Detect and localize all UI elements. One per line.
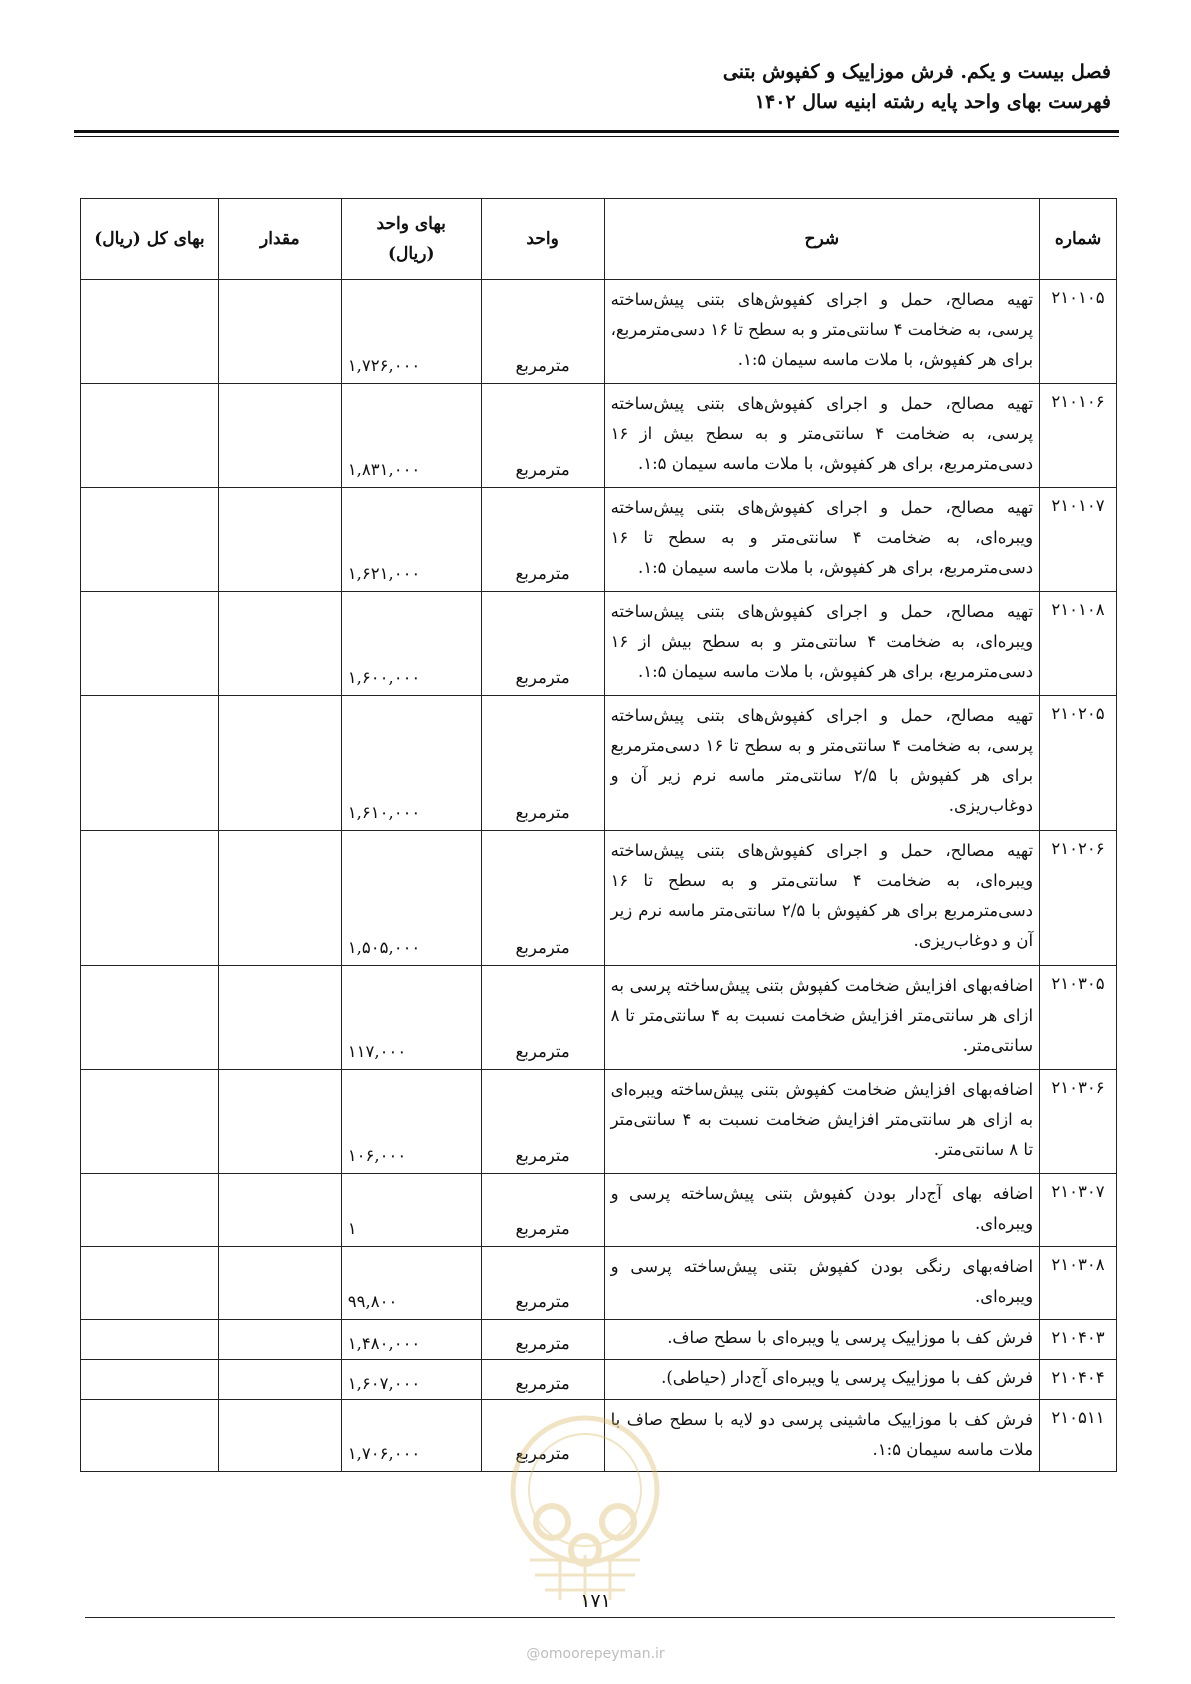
item-total-price — [81, 966, 219, 1070]
unit-price-header-line2: (ریال) — [387, 244, 435, 264]
item-total-price — [81, 1400, 219, 1472]
item-quantity — [218, 1070, 341, 1174]
table-row — [81, 1174, 1117, 1247]
table-row — [81, 488, 1117, 592]
column-header-unit: واحد — [481, 199, 604, 280]
item-unit-price: ۱۱۷,۰۰۰ — [341, 966, 481, 1070]
item-quantity — [218, 488, 341, 592]
item-total-price — [81, 488, 219, 592]
item-description: اضافه بهای آج‌دار بودن کفپوش بتنی پیش‌ساخته پرسی و ویبره‌ای. — [604, 1174, 1039, 1247]
table-row — [81, 966, 1117, 1070]
unit-price-header-line1: بهای واحد — [376, 214, 446, 234]
item-unit-price: ۱۰۶,۰۰۰ — [341, 1070, 481, 1174]
item-description: فرش کف با موزاییک پرسی یا ویبره‌ای با سطح صاف. — [604, 1320, 1039, 1360]
item-total-price — [81, 1360, 219, 1400]
item-number: ۲۱۰۴۰۳ — [1040, 1320, 1117, 1360]
table-row — [81, 1400, 1117, 1472]
table-row — [81, 1070, 1117, 1174]
price-list-title: فهرست بهای واحد پایه رشته ابنیه سال ۱۴۰۲ — [754, 91, 1111, 113]
item-unit: مترمربع — [481, 280, 604, 384]
item-description: اضافه‌بهای افزایش ضخامت کفپوش بتنی پیش‌ساخته ویبره‌ای به ازای هر سانتی‌متر افزایش ضخامت نسبت به ۴ سانتی‌متر تا ۸ سانتی‌متر. — [604, 1070, 1039, 1174]
item-unit-price: ۱,۷۰۶,۰۰۰ — [341, 1400, 481, 1472]
footer-rule — [85, 1617, 1115, 1618]
item-description: فرش کف با موزاییک پرسی یا ویبره‌ای آج‌دار (حیاطی). — [604, 1360, 1039, 1400]
item-unit: مترمربع — [481, 1070, 604, 1174]
table-row — [81, 1320, 1117, 1360]
item-quantity — [218, 1247, 341, 1320]
item-number: ۲۱۰۱۰۸ — [1040, 592, 1117, 696]
item-number: ۲۱۰۲۰۶ — [1040, 831, 1117, 966]
column-header-total-price: بهای کل (ریال) — [81, 199, 219, 280]
item-total-price — [81, 831, 219, 966]
item-total-price — [81, 696, 219, 831]
item-total-price — [81, 592, 219, 696]
item-number: ۲۱۰۱۰۷ — [1040, 488, 1117, 592]
item-quantity — [218, 1320, 341, 1360]
item-quantity — [218, 384, 341, 488]
item-unit: مترمربع — [481, 1247, 604, 1320]
item-unit-price: ۱,۶۲۱,۰۰۰ — [341, 488, 481, 592]
item-quantity — [218, 696, 341, 831]
item-description: تهیه مصالح، حمل و اجرای کفپوش‌های بتنی پیش‌ساخته پرسی، به ضخامت ۴ سانتی‌متر و به سطح بیش از ۱۶ دسی‌مترمربع، برای هر کفپوش، با ملات ماسه سیمان ۱:۵. — [604, 384, 1039, 488]
column-header-quantity: مقدار — [218, 199, 341, 280]
item-quantity — [218, 1400, 341, 1472]
item-description: اضافه‌بهای افزایش ضخامت کفپوش بتنی پیش‌ساخته پرسی به ازای هر سانتی‌متر افزایش ضخامت نسبت به ۴ سانتی‌متر تا ۸ سانتی‌متر. — [604, 966, 1039, 1070]
item-number: ۲۱۰۲۰۵ — [1040, 696, 1117, 831]
item-total-price — [81, 1174, 219, 1247]
table-row — [81, 1360, 1117, 1400]
item-description: فرش کف با موزاییک ماشینی پرسی دو لایه با سطح صاف با ملات ماسه سیمان ۱:۵. — [604, 1400, 1039, 1472]
item-description: اضافه‌بهای رنگی بودن کفپوش بتنی پیش‌ساخته پرسی و ویبره‌ای. — [604, 1247, 1039, 1320]
table-row — [81, 280, 1117, 384]
item-total-price — [81, 384, 219, 488]
item-quantity — [218, 1360, 341, 1400]
column-header-description: شرح — [604, 199, 1039, 280]
item-number: ۲۱۰۳۰۸ — [1040, 1247, 1117, 1320]
item-number: ۲۱۰۱۰۵ — [1040, 280, 1117, 384]
item-description: تهیه مصالح، حمل و اجرای کفپوش‌های بتنی پیش‌ساخته پرسی، به ضخامت ۴ سانتی‌متر و به سطح تا ۱۶ دسی‌مترمربع، برای هر کفپوش، با ملات ماسه سیمان ۱:۵. — [604, 280, 1039, 384]
item-quantity — [218, 592, 341, 696]
table-row — [81, 384, 1117, 488]
item-total-price — [81, 280, 219, 384]
item-unit: مترمربع — [481, 831, 604, 966]
item-unit: مترمربع — [481, 1320, 604, 1360]
item-unit-price: ۱ — [341, 1174, 481, 1247]
item-quantity — [218, 966, 341, 1070]
page-number: ۱۷۱ — [580, 1590, 611, 1612]
table-row — [81, 831, 1117, 966]
item-unit: مترمربع — [481, 966, 604, 1070]
item-unit-price: ۱,۴۸۰,۰۰۰ — [341, 1320, 481, 1360]
item-quantity — [218, 1174, 341, 1247]
item-unit: مترمربع — [481, 488, 604, 592]
item-unit: مترمربع — [481, 1360, 604, 1400]
item-unit-price: ۱,۶۱۰,۰۰۰ — [341, 696, 481, 831]
item-unit-price: ۱,۸۳۱,۰۰۰ — [341, 384, 481, 488]
item-unit: مترمربع — [481, 592, 604, 696]
item-description: تهیه مصالح، حمل و اجرای کفپوش‌های بتنی پیش‌ساخته ویبره‌ای، به ضخامت ۴ سانتی‌متر و به سطح بیش از ۱۶ دسی‌مترمربع، برای هر کفپوش، با ملات ماسه سیمان ۱:۵. — [604, 592, 1039, 696]
item-number: ۲۱۰۱۰۶ — [1040, 384, 1117, 488]
item-unit: مترمربع — [481, 696, 604, 831]
item-total-price — [81, 1070, 219, 1174]
header-rule-thick — [74, 130, 1119, 133]
header-rule-thin — [74, 136, 1119, 137]
item-unit-price: ۹۹,۸۰۰ — [341, 1247, 481, 1320]
item-number: ۲۱۰۳۰۷ — [1040, 1174, 1117, 1247]
chapter-title: فصل بیست و یکم. فرش موزاییک و کفپوش بتنی — [722, 61, 1111, 83]
item-number: ۲۱۰۳۰۵ — [1040, 966, 1117, 1070]
table-row — [81, 1247, 1117, 1320]
item-description: تهیه مصالح، حمل و اجرای کفپوش‌های بتنی پیش‌ساخته پرسی، به ضخامت ۴ سانتی‌متر و به سطح تا ۱۶ دسی‌مترمربع برای هر کفپوش با ۲/۵ سانتی‌متر ماسه نرم زیر آن و دوغاب‌ریزی. — [604, 696, 1039, 831]
watermark-url: @omoorepeyman.ir — [526, 1646, 665, 1662]
item-number: ۲۱۰۵۱۱ — [1040, 1400, 1117, 1472]
item-unit: مترمربع — [481, 384, 604, 488]
item-unit-price: ۱,۷۲۶,۰۰۰ — [341, 280, 481, 384]
item-description: تهیه مصالح، حمل و اجرای کفپوش‌های بتنی پیش‌ساخته ویبره‌ای، به ضخامت ۴ سانتی‌متر و به سطح تا ۱۶ دسی‌مترمربع برای هر کفپوش با ۲/۵ سانتی‌متر ماسه نرم زیر آن و دوغاب‌ریزی. — [604, 831, 1039, 966]
table-header-row — [81, 199, 1117, 280]
column-header-number: شماره — [1040, 199, 1117, 280]
item-unit: مترمربع — [481, 1174, 604, 1247]
item-total-price — [81, 1247, 219, 1320]
column-header-unit-price — [341, 199, 481, 280]
item-total-price — [81, 1320, 219, 1360]
page-header — [723, 58, 1111, 116]
item-quantity — [218, 831, 341, 966]
item-description: تهیه مصالح، حمل و اجرای کفپوش‌های بتنی پیش‌ساخته ویبره‌ای، به ضخامت ۴ سانتی‌متر و به سطح تا ۱۶ دسی‌مترمربع، برای هر کفپوش، با ملات ماسه سیمان ۱:۵. — [604, 488, 1039, 592]
item-quantity — [218, 280, 341, 384]
item-number: ۲۱۰۳۰۶ — [1040, 1070, 1117, 1174]
table-row — [81, 592, 1117, 696]
table-row — [81, 696, 1117, 831]
item-unit-price: ۱,۶۰۷,۰۰۰ — [341, 1360, 481, 1400]
item-unit-price: ۱,۶۰۰,۰۰۰ — [341, 592, 481, 696]
item-unit: مترمربع — [481, 1400, 604, 1472]
price-table — [80, 198, 1117, 1472]
item-unit-price: ۱,۵۰۵,۰۰۰ — [341, 831, 481, 966]
item-number: ۲۱۰۴۰۴ — [1040, 1360, 1117, 1400]
